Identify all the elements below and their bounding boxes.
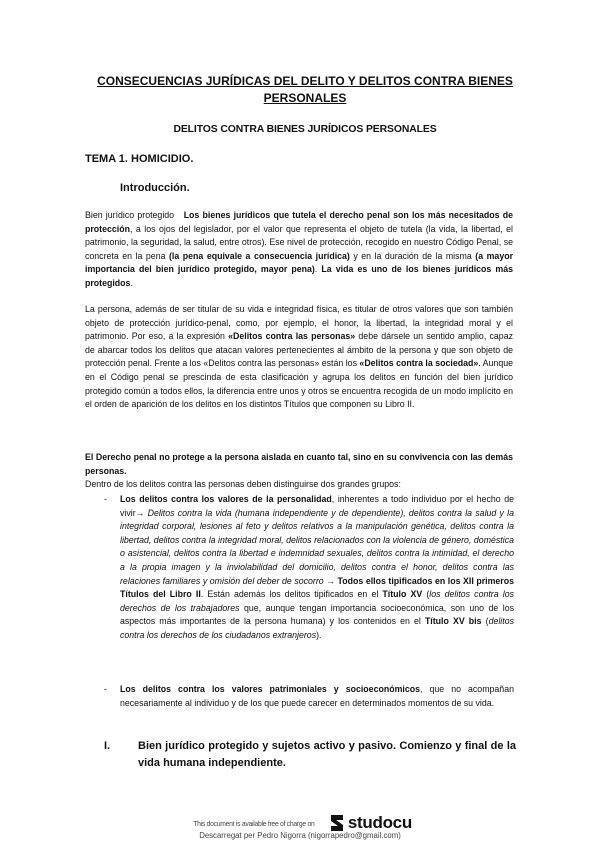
p1-text-1: , a los ojos del legislador, por el valor que representa el objeto de tutela (la vida, la libertad, el patrimonio, la seguridad, la salud, entre otros). Ese nivel de protección, recogido en nuestro Código Penal, se concreta en la pena xyxy=(85,223,513,261)
studocu-logo-link[interactable] xyxy=(328,813,412,833)
intro-heading: Introducción. xyxy=(120,182,190,194)
section-title: Bien jurídico protegido y sujetos activo y pasivo. Comienzo y final de la vida humana independiente. xyxy=(138,740,516,769)
list-item xyxy=(104,493,514,643)
p1-bold-4: La vida es uno de los bienes jurídicos más protegidos xyxy=(85,264,514,288)
p1-label: Bien jurídico protegido xyxy=(85,210,175,220)
studocu-logo-icon xyxy=(328,813,346,833)
item1-text-6: ). xyxy=(316,629,322,640)
item1-italic-1: Delitos contra la vida (humana independiente y de dependiente), delitos contra la salud y la integridad corporal, lesiones al feto y delitos relativos a la manipulación genética, delitos contra la libertad, delitos contra la integridad moral, delitos relacionados con la violencia de género, doméstica o asistencial, delitos contra la libertad e indemnidad sexuales, delitos contra la intimidad, el derecho a la propia imagen y la inviolabilidad del domicilio, delitos contra el honor, delitos contra las relaciones familiares y omisión del deber de socorro xyxy=(120,507,514,586)
document-title: CONSECUENCIAS JURÍDICAS DEL DELITO Y DELITOS CONTRA BIENES PERSONALES xyxy=(97,74,513,105)
p1-bold-3: (a mayor importancia del bien jurídico protegido, mayor pena) xyxy=(85,250,514,275)
list-valores-patrimoniales xyxy=(104,683,514,710)
list-valores-personalidad xyxy=(104,493,514,643)
download-attribution: Descarregat per Pedro Nigorra (nigorrapedro@gmail.com) xyxy=(199,831,401,840)
p3-text-1: Dentro de los delitos contra las personas deben distinguirse dos grandes grupos: xyxy=(85,479,401,490)
list-dash: - xyxy=(104,684,107,694)
p1-bold-2: (la pena equivale a consecuencia jurídica) xyxy=(169,250,350,261)
item1-italic-2: los delitos contra los derechos de los trabajadores xyxy=(120,589,514,613)
item1-italic-3: delitos contra los derechos de los ciudadanos extranjeros xyxy=(120,616,514,640)
p1-text-2: y en la duración de la misma xyxy=(349,250,476,261)
p2-bold-2: «Delitos contra la sociedad» xyxy=(359,358,479,369)
document-subtitle: DELITOS CONTRA BIENES JURÍDICOS PERSONALES xyxy=(173,124,437,135)
p3-bold-1: El Derecho penal no protege a la persona aislada en cuanto tal, sino en su convivencia con las demás personas. xyxy=(85,452,513,476)
item1-text-2: . Están además los delitos tipificados en el xyxy=(200,589,383,600)
p1-text-3: . xyxy=(314,264,322,275)
p2-text-2: debe dársele un sentido amplio, capaz de abarcar todos los delitos que atacan valores pertenecientes al ámbito de la persona y que son objeto de protección penal. Frente a los «Delitos contra las personas» están los xyxy=(85,331,513,369)
footer-availability xyxy=(0,813,600,833)
paragraph-bien-juridico xyxy=(85,209,513,291)
section-number: I. xyxy=(104,740,111,752)
p2-bold-1: «Delitos contra las personas» xyxy=(228,331,356,342)
footer-availability-text: This document is available free of charge on xyxy=(193,818,315,828)
p1-text-4: . xyxy=(130,277,133,288)
item1-bold-1: Los delitos contra los valores de la personalidad xyxy=(120,494,332,504)
list-dash: - xyxy=(104,494,107,504)
paragraph-persona xyxy=(85,303,513,412)
item1-bold-3: Título XV xyxy=(382,589,423,600)
studocu-brand-text: studocu xyxy=(347,813,412,832)
item1-text-5: ( xyxy=(481,616,489,627)
item2-text-1: , que no acompañan necesariamente al individuo y de los que puede carecer en determinados momentos de su vida. xyxy=(120,684,514,708)
item1-bold-4: Título XV bis xyxy=(424,616,482,627)
tema-heading: TEMA 1. HOMICIDIO. xyxy=(85,153,194,165)
item2-bold-1: Los delitos contra los valores patrimoniales y socioeconómicos xyxy=(120,684,421,694)
item1-text-3: ( xyxy=(422,589,430,600)
item1-text-1: , inherentes a todo individuo por el hecho de vivir→ xyxy=(120,494,514,518)
p2-text-3: . Aunque en el Código penal se prescinda de esta clasificación y agrupa los delitos en función del bien jurídico protegido común a todos ellos, la diferencia entre unos y otros se encuentra recogida de un modo implícito en el orden de aparición de los delitos en los distintos Títulos que componen su Libro II. xyxy=(85,358,513,410)
list-item xyxy=(104,683,514,710)
section-heading-i xyxy=(104,738,516,772)
item1-bold-2: → Todos ellos tipificados en los XII primeros Títulos del Libro II xyxy=(120,575,514,600)
item1-text-4: que, aunque tengan importancia socioeconómica, son uno de los aspectos más importantes de la persona humana) y los contenidos en el xyxy=(120,602,514,627)
p2-text-1: La persona, además de ser titular de su vida e integridad física, es titular de otros valores que son también objeto de protección jurídico-penal, como, por ejemplo, el honor, la libertad, la integridad moral y el patrimonio. Por eso, a la expresión xyxy=(85,304,513,342)
paragraph-derecho-penal xyxy=(85,451,513,492)
p1-bold-1: Los bienes jurídicos que tutela el derecho penal son los más necesitados de protección xyxy=(85,210,513,234)
